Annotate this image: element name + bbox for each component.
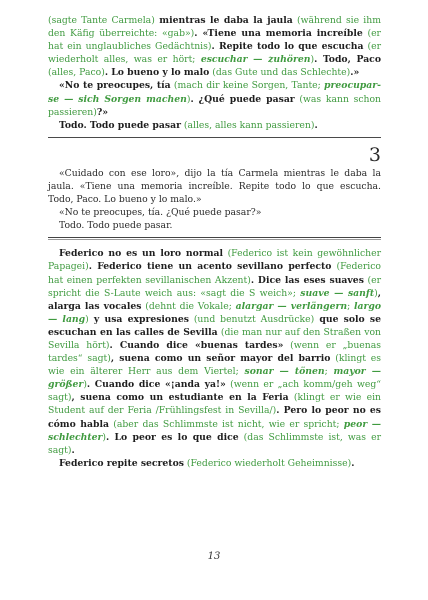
german-translation: ) bbox=[102, 431, 106, 443]
spanish-text: .» bbox=[350, 67, 360, 79]
spanish-text: Todo. Todo puede pasar bbox=[59, 119, 181, 131]
german-translation: ; bbox=[324, 366, 334, 378]
spanish-text: que solo se escuchan en las calles de Sevilla bbox=[48, 313, 381, 338]
paragraph bbox=[48, 119, 381, 132]
spanish-text: ?» bbox=[96, 106, 109, 118]
spanish-text: . Dice las eses suaves bbox=[250, 274, 364, 286]
vocabulary-note: peor — schlechter bbox=[48, 418, 381, 443]
german-translation: (er wiederholt alles, was er hört; bbox=[48, 41, 381, 66]
german-translation: (klingt er wie ein Student auf der Feria /Frühlingsfest in Sevilla/) bbox=[48, 392, 382, 417]
german-translation: (und benutzt Ausdrücke) bbox=[188, 313, 315, 325]
page-content bbox=[48, 14, 381, 470]
spanish-text: . bbox=[71, 444, 75, 456]
spanish-text: . bbox=[314, 119, 318, 131]
spanish-text: . Pero lo peor no es cómo habla bbox=[48, 405, 382, 430]
german-translation: (Federico ist kein gewöhnlicher Papagei) bbox=[48, 248, 381, 273]
spanish-text: . Cuando dice «buenas tardes» bbox=[109, 339, 284, 351]
german-translation: (er hat ein unglaubliches Gedächtnis) bbox=[48, 28, 381, 53]
vocabulary-note: largo — lang bbox=[48, 300, 381, 325]
german-translation: (sagte Tante Carmela) bbox=[48, 15, 155, 26]
spanish-text: , suena como un estudiante en la Feria bbox=[71, 392, 289, 404]
vocabulary-note: suave — sanft bbox=[300, 287, 375, 299]
german-translation: (aber das Schlimmste ist nicht, wie er spricht; bbox=[109, 418, 344, 430]
german-translation: (Federico wiederholt Geheimnisse) bbox=[183, 457, 352, 469]
german-translation: (wenn er „ach komm/geh weg“ sagt) bbox=[48, 379, 382, 404]
vocabulary-note: sonar — tönen bbox=[244, 366, 325, 378]
spanish-text: Federico repite secretos bbox=[59, 457, 184, 469]
vocabulary-note: alargar — verlängern bbox=[235, 300, 348, 312]
paragraph bbox=[48, 79, 381, 118]
german-translation: ) bbox=[186, 93, 191, 105]
german-translation: (wenn er „buenas tardes“ sagt) bbox=[48, 339, 381, 365]
spanish-text: . Todo, Paco bbox=[314, 54, 381, 66]
german-translation: (das Schlimmste ist, was er sagt) bbox=[48, 431, 381, 456]
bilingual-block-2 bbox=[48, 247, 381, 470]
spanish-text: . Lo bueno y lo malo bbox=[104, 67, 210, 79]
spanish-text: . Lo peor es lo que dice bbox=[105, 431, 239, 443]
german-translation: (mach dir keine Sorgen, Tante; bbox=[170, 80, 325, 92]
german-translation: (was kann schon passieren) bbox=[48, 93, 382, 118]
spanish-text: . ¿Qué puede pasar bbox=[190, 93, 295, 105]
german-translation: ) bbox=[83, 379, 87, 391]
german-translation: (klingt es wie ein älterer Herr aus dem Viertel; bbox=[48, 353, 382, 378]
spanish-text: . Repite todo lo que escucha bbox=[211, 41, 364, 53]
vocabulary-note: escuchar — zuhören bbox=[200, 54, 311, 66]
page-number: 13 bbox=[207, 551, 221, 562]
section-divider-double bbox=[48, 237, 381, 240]
spanish-text: , alarga las vocales bbox=[48, 287, 381, 312]
german-translation: (alles, alles kann passieren) bbox=[180, 119, 315, 131]
chapter-number: 3 bbox=[368, 143, 381, 166]
bilingual-block-1 bbox=[48, 14, 381, 132]
spanish-text: mientras le daba la jaula bbox=[154, 15, 293, 26]
german-translation: ) bbox=[374, 287, 378, 299]
spanish-text: y usa expresiones bbox=[88, 313, 189, 325]
reading-paragraph: «No te preocupes, tía. ¿Qué puede pasar?» bbox=[59, 207, 262, 219]
german-translation: (das Gute und das Schlechte) bbox=[209, 67, 351, 79]
german-translation: ) bbox=[310, 54, 315, 66]
paragraph bbox=[48, 457, 381, 470]
reading-paragraph: Todo. Todo puede pasar. bbox=[59, 220, 173, 232]
spanish-text: Federico no es un loro normal bbox=[59, 248, 223, 260]
spanish-text: . «Tiene una memoria increíble bbox=[194, 28, 363, 40]
vocabulary-note: preocuparse — sich Sorgen machen bbox=[48, 80, 381, 105]
spanish-text: , suena como un señor mayor del barrio bbox=[110, 353, 331, 365]
spanish-text: . Cuando dice «¡anda ya!» bbox=[86, 379, 226, 391]
spanish-text: . bbox=[351, 457, 355, 469]
reading-block bbox=[48, 167, 381, 232]
vocabulary-note: mayor — größer bbox=[48, 366, 381, 391]
paragraph bbox=[48, 14, 381, 79]
section-divider bbox=[48, 137, 381, 138]
german-translation: ; bbox=[347, 300, 354, 312]
spanish-text: . Federico tiene un acento sevillano perfecto bbox=[88, 261, 332, 273]
german-translation: (er spricht die S-Laute weich aus: «sagt die S weich»; bbox=[48, 274, 382, 299]
spanish-text: «No te preocupes, tía bbox=[59, 80, 171, 92]
german-translation: (alles, Paco) bbox=[48, 67, 105, 79]
german-translation: (die man nur auf den Straßen von Sevilla hört) bbox=[48, 326, 381, 351]
german-translation: ) bbox=[85, 313, 89, 325]
paragraph bbox=[48, 247, 381, 457]
german-translation: (während sie ihm den Käfig überreichte: «gab») bbox=[48, 15, 381, 40]
german-translation: (dehnt die Vokale; bbox=[141, 300, 236, 312]
german-translation: (Federico hat einen perfekten sevillanischen Akzent) bbox=[48, 261, 381, 286]
reading-paragraph: «Cuidado con ese loro», dijo la tía Carmela mientras le daba la jaula. «Tiene una memoria increíble. Repite todo lo que escucha. Todo, Paco. Lo bueno y lo malo.» bbox=[48, 167, 381, 206]
